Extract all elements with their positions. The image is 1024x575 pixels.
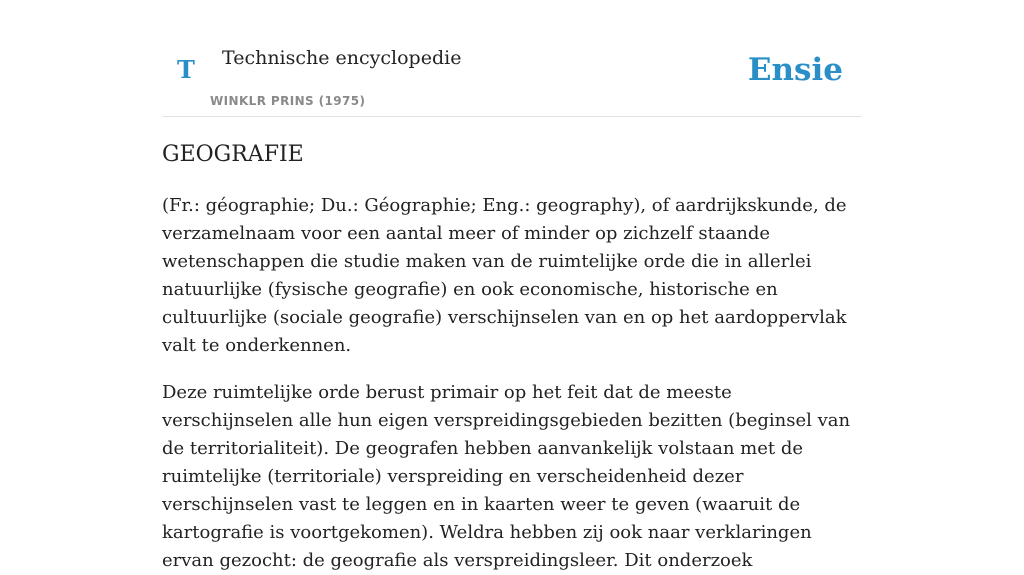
article-title: GEOGRAFIE (162, 142, 304, 167)
publication-title[interactable]: Technische encyclopedie (222, 47, 462, 69)
header (162, 0, 862, 117)
article-paragraph: (Fr.: géographie; Du.: Géographie; Eng.: geography), of aardrijkskunde, de verzamelnaam voor een aantal meer of minder op zichzelf staande wetenschappen die studie maken van de ruimtelijke orde die in allerlei natuurlijke (fysische geografie) en ook economische, historische en cultuurlijke (sociale geografie) verschijnselen van en op het aardoppervlak valt te onderkennen. (162, 195, 847, 356)
publication-logo-letter[interactable]: T (177, 55, 195, 84)
publication-subtitle: WINKLR PRINS (1975) (210, 94, 366, 108)
article (162, 138, 862, 575)
ensie-logo[interactable]: Ensie (747, 52, 843, 88)
article-paragraph: Deze ruimtelijke orde berust primair op het feit dat de meeste verschijnselen alle hun eigen verspreidingsgebieden bezitten (beginsel van de territorialiteit). De geografen hebben aanvankelijk volstaan met de ruimtelijke (territoriale) verspreiding en verscheidenheid dezer verschijnselen vast te leggen en in kaarten weer te geven (waaruit de kartografie is voortgekomen). Weldra hebben zij ook naar verklaringen ervan gezocht: de geografie als verspreidingsleer. Dit onderzoek (162, 382, 851, 571)
